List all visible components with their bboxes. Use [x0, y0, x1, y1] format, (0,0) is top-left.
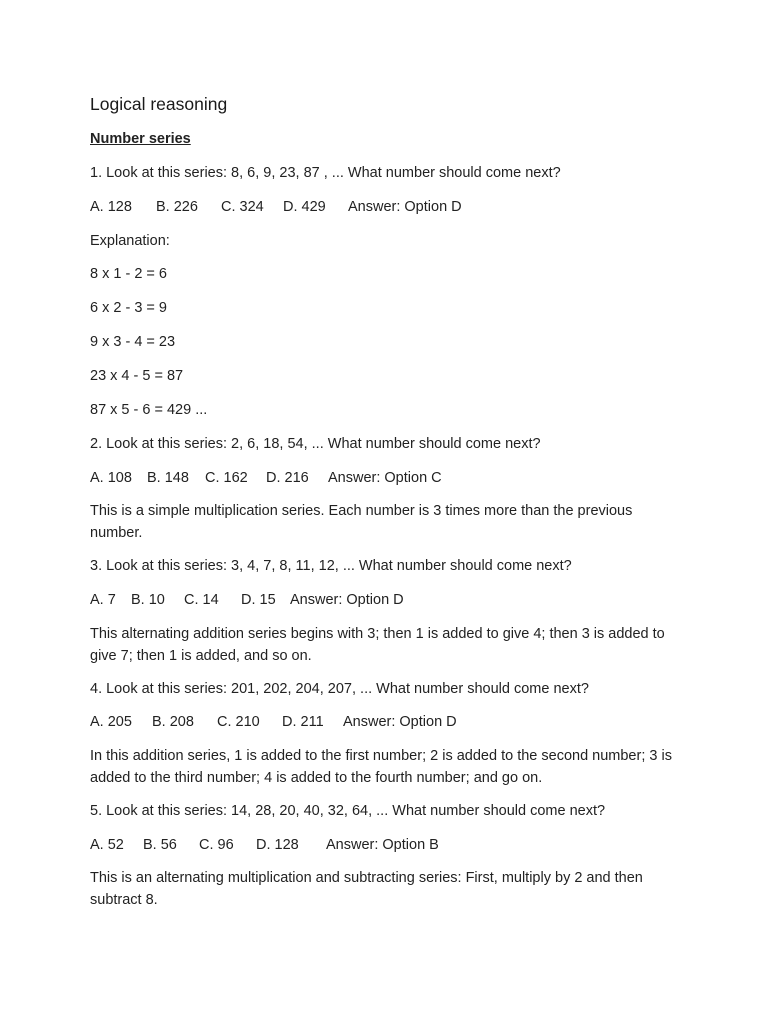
answer-label: Answer: Option B — [326, 837, 439, 853]
option-a: A. 205 — [90, 714, 132, 730]
answer-label: Answer: Option D — [343, 714, 457, 730]
option-c: C. 162 — [205, 470, 248, 486]
question-2-options — [90, 467, 442, 489]
option-a: A. 52 — [90, 837, 124, 853]
explanation-step: 8 x 1 - 2 = 6 — [90, 266, 167, 282]
question-3-explanation: This alternating addition series begins with 3; then 1 is added to give 4; then 3 is added to give 7; then 1 is added, and so on. — [90, 626, 665, 664]
option-c: C. 96 — [199, 837, 234, 853]
option-b: B. 56 — [143, 837, 177, 853]
section-heading: Number series — [90, 131, 191, 147]
question-3-options — [90, 589, 404, 611]
answer-label: Answer: Option D — [290, 592, 404, 608]
explanation-step: 9 x 3 - 4 = 23 — [90, 334, 176, 350]
explanation-step: 87 x 5 - 6 = 429 ... — [90, 402, 208, 418]
option-c: C. 210 — [217, 714, 260, 730]
option-a: A. 7 — [90, 592, 116, 608]
explanation-step: 6 x 2 - 3 = 9 — [90, 300, 167, 316]
question-5-text: 5. Look at this series: 14, 28, 20, 40, 32, 64, ... What number should come next? — [90, 803, 606, 819]
option-a: A. 128 — [90, 199, 132, 215]
question-3-text: 3. Look at this series: 3, 4, 7, 8, 11, 12, ... What number should come next? — [90, 558, 572, 574]
question-4-text: 4. Look at this series: 201, 202, 204, 207, ... What number should come next? — [90, 681, 589, 697]
option-b: B. 10 — [131, 592, 165, 608]
explanation-step: 23 x 4 - 5 = 87 — [90, 368, 184, 384]
option-d: D. 216 — [266, 470, 309, 486]
option-d: D. 429 — [283, 199, 326, 215]
option-a: A. 108 — [90, 470, 132, 486]
option-d: D. 128 — [256, 837, 299, 853]
option-b: B. 208 — [152, 714, 194, 730]
question-1-options — [90, 196, 462, 218]
option-d: D. 15 — [241, 592, 276, 608]
question-5-explanation: This is an alternating multiplication and subtracting series: First, multiply by 2 and then subtract 8. — [90, 870, 643, 908]
answer-label: Answer: Option D — [348, 199, 462, 215]
option-d: D. 211 — [282, 714, 324, 730]
question-4-options — [90, 711, 457, 733]
option-b: B. 148 — [147, 470, 189, 486]
question-5-options — [90, 834, 439, 856]
question-4-explanation: In this addition series, 1 is added to the first number; 2 is added to the second number; 3 is added to the third number; 4 is added to the fourth number; and go on. — [90, 748, 672, 786]
question-2-explanation: This is a simple multiplication series. Each number is 3 times more than the previous number. — [90, 503, 633, 541]
option-c: C. 324 — [221, 199, 264, 215]
explanation-label: Explanation: — [90, 233, 170, 249]
question-2-text: 2. Look at this series: 2, 6, 18, 54, ... What number should come next? — [90, 436, 541, 452]
option-b: B. 226 — [156, 199, 198, 215]
page-title: Logical reasoning — [90, 94, 228, 114]
question-1-text: 1. Look at this series: 8, 6, 9, 23, 87 , ... What number should come next? — [90, 165, 561, 181]
answer-label: Answer: Option C — [328, 470, 442, 486]
option-c: C. 14 — [184, 592, 219, 608]
